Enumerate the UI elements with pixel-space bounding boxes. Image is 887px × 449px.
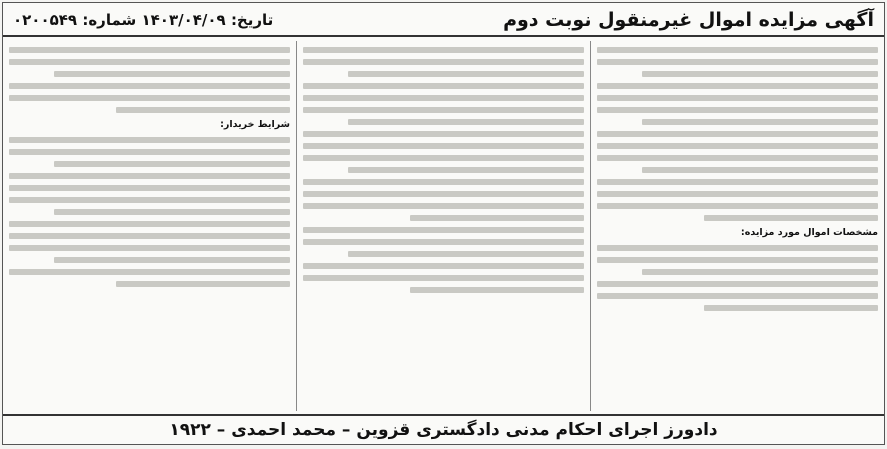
signature-footer (3, 414, 884, 444)
column-middle (303, 41, 591, 411)
bidders-heading: شرایط خریدار: (220, 119, 290, 130)
notice-page (2, 2, 885, 445)
number-value: ۰۲۰۰۵۴۹ (13, 11, 78, 29)
date-label: تاریخ: (230, 11, 274, 29)
date-value: ۱۴۰۳/۰۴/۰۹ (141, 11, 226, 29)
number-label: شماره: (82, 11, 137, 29)
specs-heading: مشخصات اموال مورد مزایده: (740, 227, 878, 238)
notice-header (3, 3, 884, 37)
column-left (9, 41, 297, 411)
date-number-line (13, 11, 273, 29)
signature-text: دادورز اجرای احکام مدنی دادگستری قزوین – محمد احمدی – ۱۹۲۲ (169, 420, 718, 440)
notice-title: آگهی مزایده اموال غیرمنقول نوبت دوم (503, 9, 874, 31)
column-right (597, 41, 878, 411)
body-columns (3, 37, 884, 415)
